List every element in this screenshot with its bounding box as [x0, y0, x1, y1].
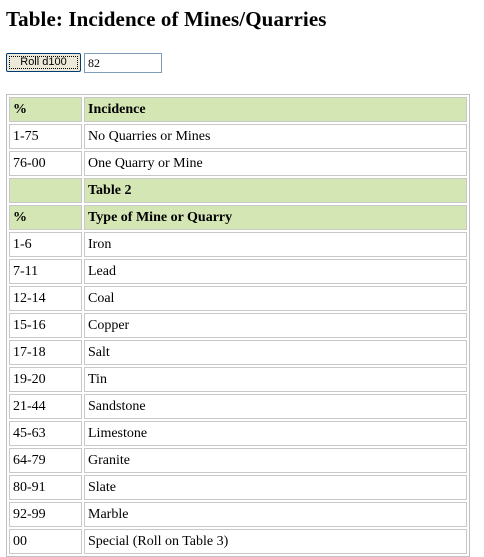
cell-result: Coal [84, 286, 467, 311]
table-row [9, 529, 467, 554]
header-cell-percent [9, 178, 82, 203]
header-cell-percent: % [9, 205, 82, 230]
cell-result: Granite [84, 448, 467, 473]
mines-quarries-table [6, 94, 470, 557]
header-cell-label: Type of Mine or Quarry [84, 205, 467, 230]
cell-result: Marble [84, 502, 467, 527]
table-row [9, 232, 467, 257]
table-row [9, 367, 467, 392]
table-row [9, 394, 467, 419]
cell-percent-range: 64-79 [9, 448, 82, 473]
cell-result: Lead [84, 259, 467, 284]
table-row [9, 340, 467, 365]
table-row [9, 151, 467, 176]
cell-percent-range: 80-91 [9, 475, 82, 500]
roll-result-field[interactable] [84, 53, 162, 73]
cell-percent-range: 17-18 [9, 340, 82, 365]
cell-percent-range: 45-63 [9, 421, 82, 446]
cell-percent-range: 1-6 [9, 232, 82, 257]
cell-percent-range: 76-00 [9, 151, 82, 176]
table-row [9, 421, 467, 446]
table-row [9, 313, 467, 338]
cell-percent-range: 19-20 [9, 367, 82, 392]
cell-result: Copper [84, 313, 467, 338]
cell-percent-range: 21-44 [9, 394, 82, 419]
cell-percent-range: 12-14 [9, 286, 82, 311]
cell-percent-range: 00 [9, 529, 82, 554]
cell-result: No Quarries or Mines [84, 124, 467, 149]
cell-result: One Quarry or Mine [84, 151, 467, 176]
table-row [9, 475, 467, 500]
cell-percent-range: 7-11 [9, 259, 82, 284]
table-header-row [9, 178, 467, 203]
cell-result: Limestone [84, 421, 467, 446]
cell-percent-range: 92-99 [9, 502, 82, 527]
roll-d100-button[interactable]: Roll d100 [6, 53, 81, 72]
table-header-row [9, 205, 467, 230]
page-title: Table: Incidence of Mines/Quarries [6, 7, 327, 31]
table-row [9, 448, 467, 473]
cell-result: Tin [84, 367, 467, 392]
table-body [9, 97, 467, 554]
cell-percent-range: 15-16 [9, 313, 82, 338]
header-cell-label: Incidence [84, 97, 467, 122]
table-row [9, 286, 467, 311]
table-row [9, 124, 467, 149]
cell-result: Sandstone [84, 394, 467, 419]
cell-result: Salt [84, 340, 467, 365]
header-cell-label: Table 2 [84, 178, 467, 203]
table-header-row [9, 97, 467, 122]
cell-percent-range: 1-75 [9, 124, 82, 149]
header-cell-percent: % [9, 97, 82, 122]
cell-result: Iron [84, 232, 467, 257]
table-row [9, 502, 467, 527]
cell-result: Slate [84, 475, 467, 500]
table-row [9, 259, 467, 284]
cell-result: Special (Roll on Table 3) [84, 529, 467, 554]
